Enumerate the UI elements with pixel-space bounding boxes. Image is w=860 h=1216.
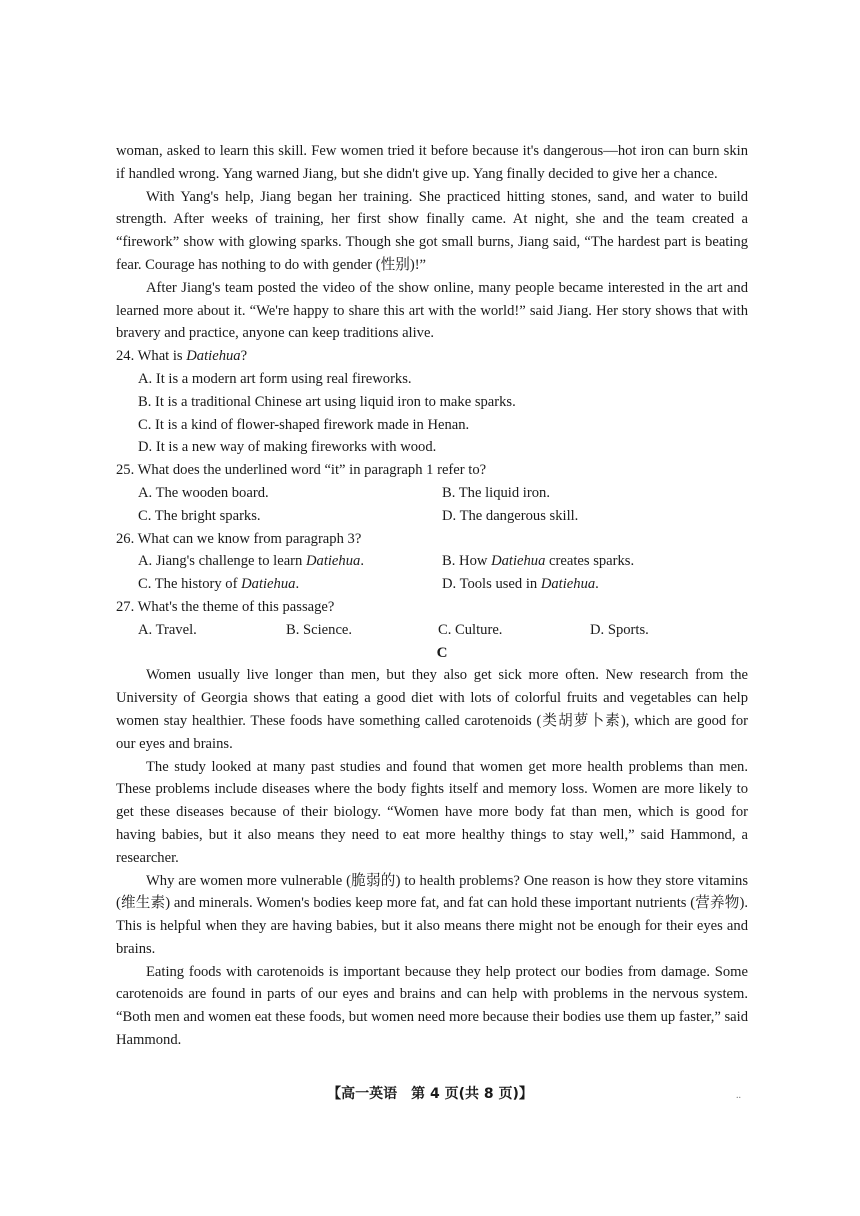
question-26-option-a[interactable]: A. Jiang's challenge to learn Datiehua. <box>138 553 364 570</box>
question-27-option-d[interactable]: D. Sports. <box>590 621 649 638</box>
question-24-option-d[interactable]: D. It is a new way of making fireworks with wood. <box>138 439 437 456</box>
question-25-stem: 25. What does the underlined word “it” in paragraph 1 refer to? <box>116 462 487 479</box>
passage-b-paragraph-1: woman, asked to learn this skill. Few women tried it before because it's dangerous—hot iron can burn skin if handled wrong. Yang warned Jiang, but she didn't give up. Yang finally decided to give her a chance. <box>116 143 748 182</box>
question-25-option-d[interactable]: D. The dangerous skill. <box>442 507 579 524</box>
question-27-options-row <box>116 619 748 642</box>
question-26-options-row-2 <box>116 573 748 596</box>
question-25-option-b[interactable]: B. The liquid iron. <box>442 484 550 501</box>
passage-c-paragraph-2: The study looked at many past studies and found that women get more health problems than men. These problems include diseases where the body fights itself and memory loss. Women are more likely to get these diseases because of their biology. “Women have more body fat than men, which is good for having babies, but it also means they need to eat more healthy things to stay well,” said Hammond, a researcher. <box>116 758 748 866</box>
section-c-heading: C <box>436 644 448 661</box>
question-26-option-d[interactable]: D. Tools used in Datiehua. <box>442 576 599 593</box>
passage-c-paragraph-1: Women usually live longer than men, but they also get sick more often. New research from the University of Georgia shows that eating a good diet with lots of colorful fruits and vegetables can help women stay healthier. These foods have something called carotenoids (类胡萝卜素), which are good for our eyes and brains. <box>116 667 748 752</box>
question-27-option-b[interactable]: B. Science. <box>286 621 353 638</box>
question-27-option-c[interactable]: C. Culture. <box>438 621 503 638</box>
question-25-option-c[interactable]: C. The bright sparks. <box>138 507 261 524</box>
question-25-options-row-2 <box>116 505 748 528</box>
question-26-option-b[interactable]: B. How Datiehua creates sparks. <box>442 553 635 570</box>
page-content <box>116 140 748 1052</box>
question-25-option-a[interactable]: A. The wooden board. <box>138 484 269 501</box>
passage-c-paragraph-3: Why are women more vulnerable (脆弱的) to health problems? One reason is how they store vitamins (维生素) and minerals. Women's bodies keep more fat, and fat can hold these important nutrients (营养物). This is helpful when they are having babies, but it also means there might not be enough for their eyes and brains. <box>116 872 748 957</box>
question-24-option-c[interactable]: C. It is a kind of flower-shaped firework made in Henan. <box>138 416 470 433</box>
question-25-options-row-1 <box>116 482 748 505</box>
question-26-stem: 26. What can we know from paragraph 3? <box>116 530 362 547</box>
question-24-stem: 24. What is Datiehua? <box>116 348 248 365</box>
question-26-options-row-1 <box>116 550 748 573</box>
passage-b-paragraph-3: After Jiang's team posted the video of the show online, many people became interested in the art and learned more about it. “We're happy to share this art with the world!” said Jiang. Her story shows that with bravery and practice, anyone can keep traditions alive. <box>116 279 748 342</box>
page-footer: 【高一英语 第 4 页(共 8 页)】 <box>327 1086 533 1102</box>
question-24-option-b[interactable]: B. It is a traditional Chinese art using liquid iron to make sparks. <box>138 393 516 410</box>
question-26-option-c[interactable]: C. The history of Datiehua. <box>138 576 300 593</box>
corner-mark: .. <box>736 1090 741 1101</box>
passage-c-paragraph-4: Eating foods with carotenoids is important because they help protect our bodies from damage. Some carotenoids are found in parts of our eyes and brains and can help with problems in the nervous system. “Both men and women eat these foods, but women need more because their bodies use them up faster,” said Hammond. <box>116 963 748 1049</box>
question-24-option-a[interactable]: A. It is a modern art form using real fireworks. <box>138 370 412 387</box>
question-27-option-a[interactable]: A. Travel. <box>138 621 197 638</box>
passage-b-paragraph-2: With Yang's help, Jiang began her training. She practiced hitting stones, sand, and water to build strength. After weeks of training, her first show finally came. At night, she and the team created a “firework” show with glowing sparks. Though she got small burns, Jiang said, “The hardest part is beating fear. Courage has nothing to do with gender (性别)!” <box>116 188 748 273</box>
question-27-stem: 27. What's the theme of this passage? <box>116 598 335 615</box>
